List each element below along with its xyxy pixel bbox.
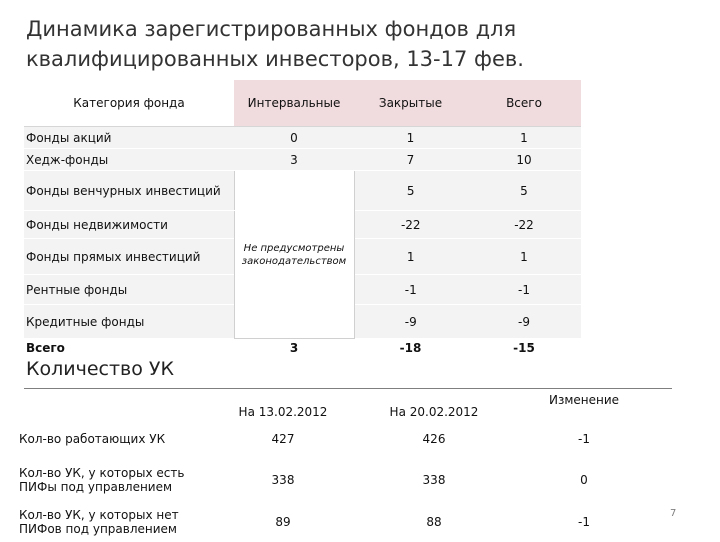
closed-total: -18 <box>354 339 467 357</box>
table-row <box>24 149 581 171</box>
value-20-02: 338 <box>422 473 446 487</box>
interval-total: 3 <box>234 339 354 357</box>
page-number: 7 <box>670 508 677 519</box>
change-value: 0 <box>580 473 588 487</box>
grand-total: -15 <box>467 339 581 357</box>
total-value: -9 <box>467 305 581 339</box>
interval-value: 3 <box>234 149 354 171</box>
closed-value: -1 <box>354 275 467 305</box>
label-line-2: ПИФов под управлением <box>19 522 177 536</box>
title-line-2: квалифицированных инвесторов, 13-17 фев. <box>26 47 524 71</box>
header-total: Всего <box>467 80 581 127</box>
header-empty <box>18 392 208 420</box>
closed-value: 7 <box>354 149 467 171</box>
header-interval: Интервальные <box>234 80 354 127</box>
section-divider <box>24 388 672 389</box>
fund-category: Хедж-фонды <box>24 149 234 171</box>
fund-category: Фонды прямых инвестиций <box>24 239 234 275</box>
funds-table-header <box>24 80 581 127</box>
not-provided-note: Не предусмотрены законодательством <box>234 171 354 339</box>
header-category: Категория фонда <box>24 80 234 127</box>
value-13-02: 427 <box>271 432 295 446</box>
change-value: -1 <box>578 432 590 446</box>
table-row <box>18 420 658 458</box>
total-value: 1 <box>467 239 581 275</box>
uk-row-label <box>18 502 208 542</box>
header-date-1: На 13.02.2012 <box>238 405 328 419</box>
closed-value: -22 <box>354 211 467 239</box>
total-value: 1 <box>467 127 581 149</box>
total-label: Всего <box>24 339 234 357</box>
fund-category: Рентные фонды <box>24 275 234 305</box>
fund-category: Фонды недвижимости <box>24 211 234 239</box>
fund-category: Кредитные фонды <box>24 305 234 339</box>
total-value: 10 <box>467 149 581 171</box>
slide-title <box>26 14 524 74</box>
value-20-02: 88 <box>426 515 442 529</box>
value-13-02: 338 <box>271 473 295 487</box>
title-line-1: Динамика зарегистрированных фондов для <box>26 17 517 41</box>
total-row <box>24 339 581 357</box>
uk-section-title: Количество УК <box>26 358 174 380</box>
table-row <box>24 171 581 211</box>
total-value: -1 <box>467 275 581 305</box>
table-row <box>18 458 658 502</box>
label-line-1: Кол-во УК, у которых нет <box>19 508 179 522</box>
funds-table <box>24 80 581 357</box>
closed-value: 5 <box>354 171 467 211</box>
closed-value: -9 <box>354 305 467 339</box>
value-13-02: 89 <box>275 515 291 529</box>
change-value: -1 <box>578 515 590 529</box>
closed-value: 1 <box>354 239 467 275</box>
table-row <box>24 127 581 149</box>
label-line-1: Кол-во УК, у которых есть <box>19 466 185 480</box>
total-value: -22 <box>467 211 581 239</box>
uk-table <box>18 392 658 542</box>
table-row <box>18 502 658 542</box>
interval-value: 0 <box>234 127 354 149</box>
header-closed: Закрытые <box>354 80 467 127</box>
header-date-2: На 20.02.2012 <box>389 405 479 419</box>
closed-value: 1 <box>354 127 467 149</box>
uk-table-header <box>18 392 658 420</box>
total-value: 5 <box>467 171 581 211</box>
fund-category: Фонды акций <box>24 127 234 149</box>
fund-category: Фонды венчурных инвестиций <box>24 171 234 211</box>
label-line-2: ПИФы под управлением <box>19 480 173 494</box>
header-change: Изменение <box>548 393 620 407</box>
uk-row-label: Кол-во работающих УК <box>19 432 166 446</box>
value-20-02: 426 <box>422 432 446 446</box>
uk-row-label <box>18 458 208 502</box>
